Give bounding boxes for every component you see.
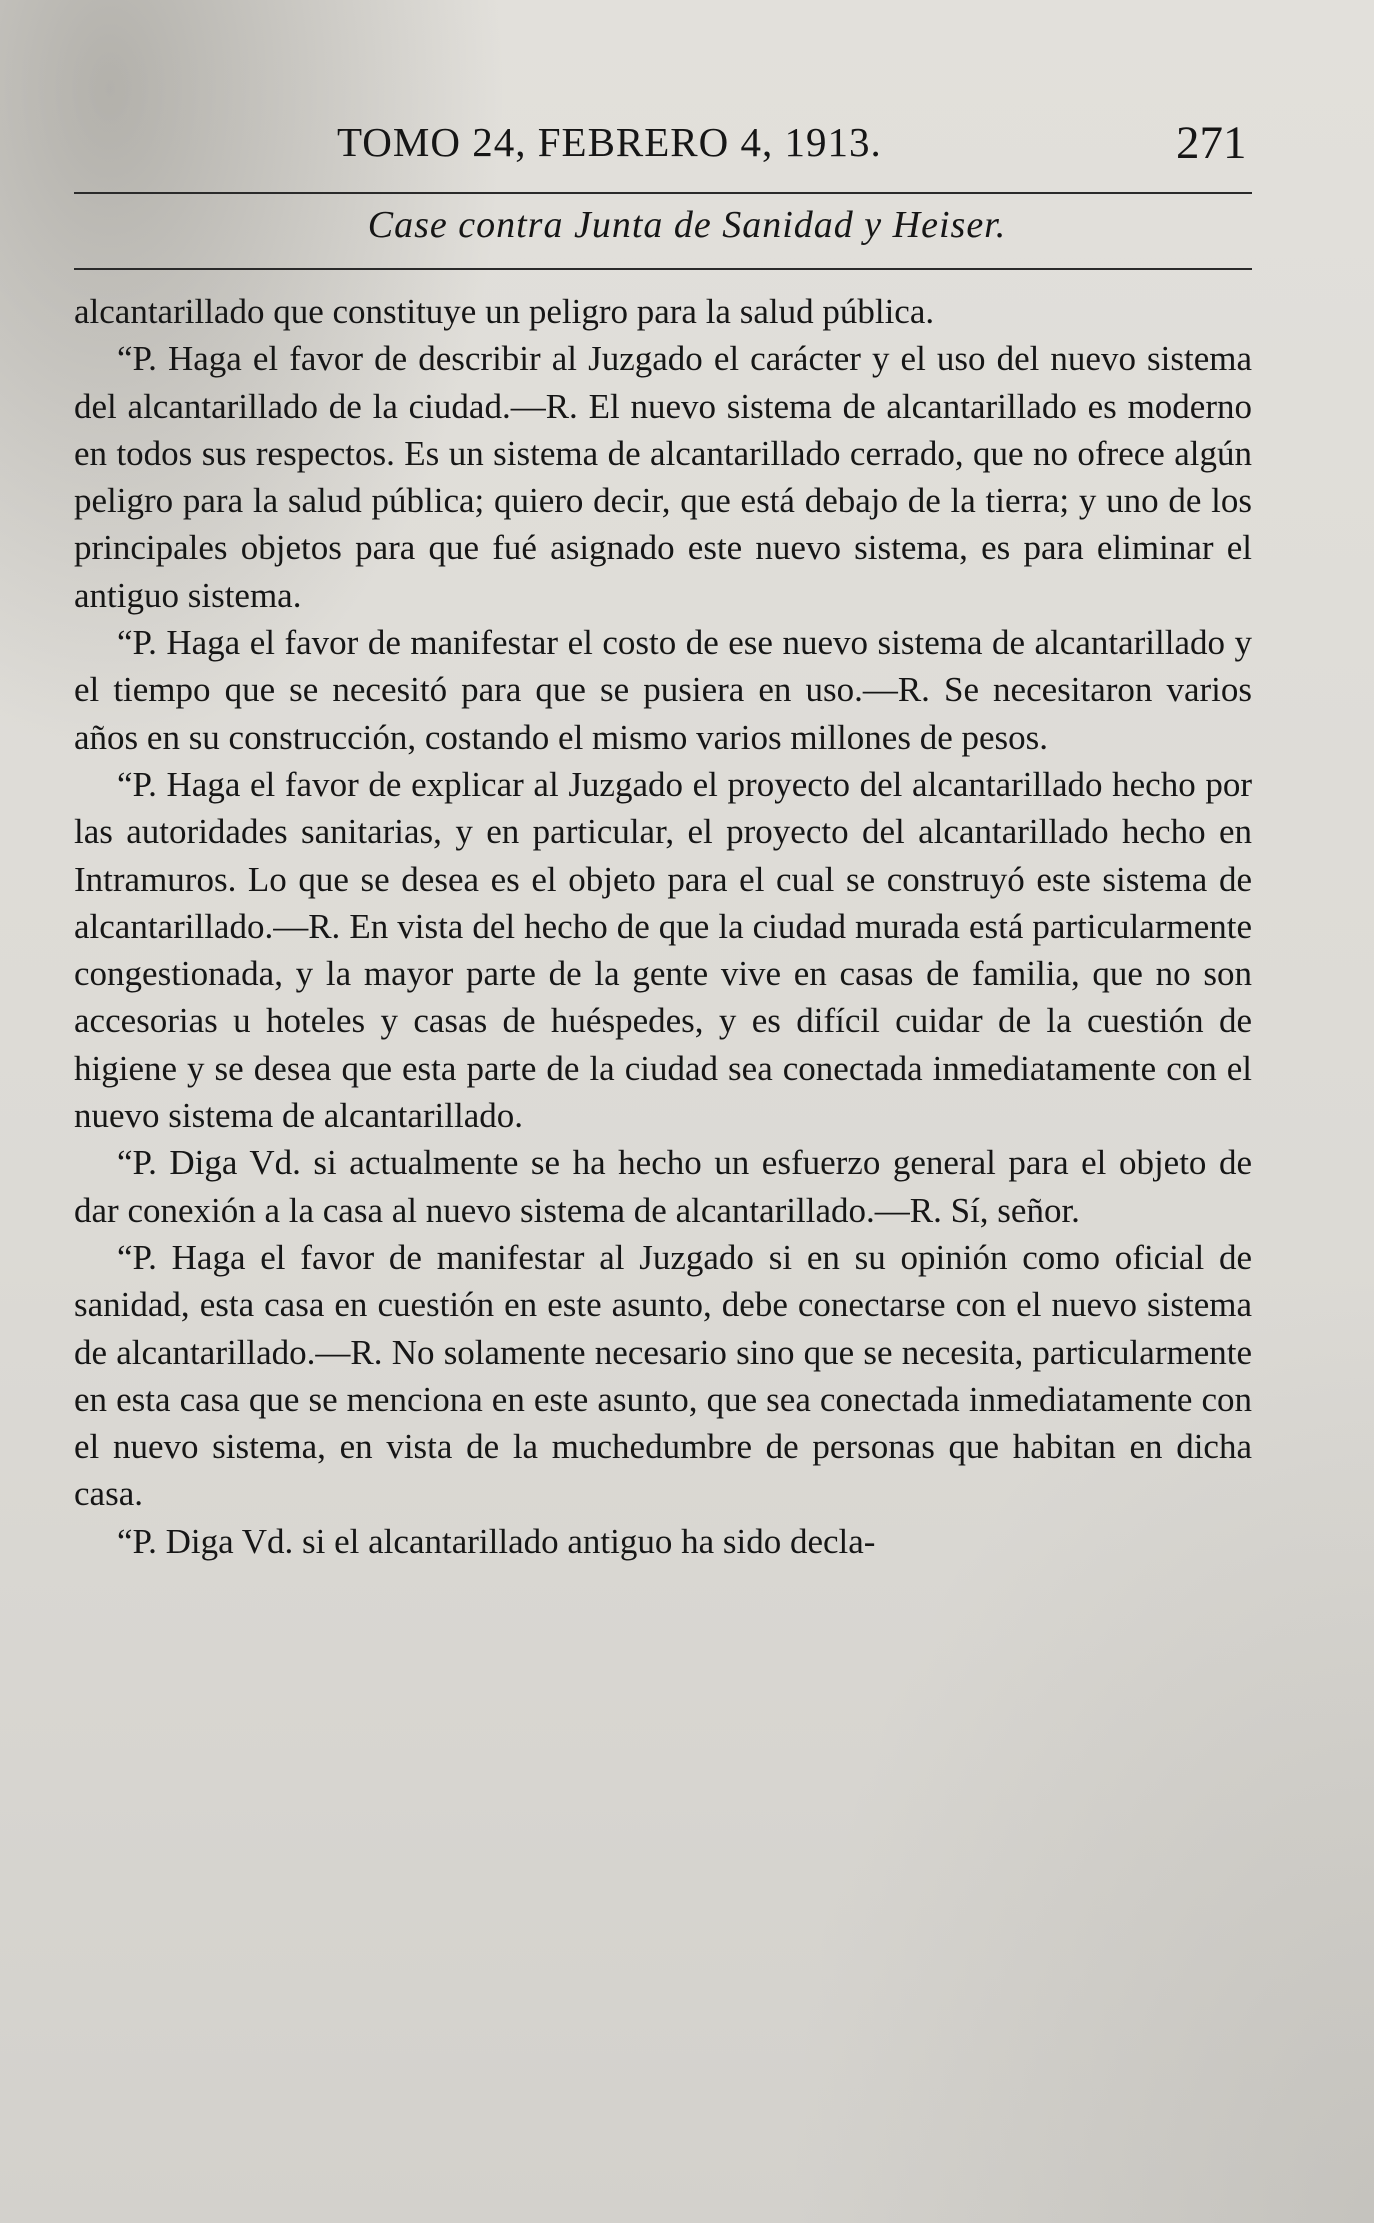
case-title: Case contra Junta de Sanidad y Heiser. [367, 204, 1007, 246]
paragraph: “P. Haga el favor de explicar al Juzgado el proyecto del alcantarillado hecho por las autoridades sanitarias, y en particular, el proyecto del alcantarillado hecho en Intramuros. Lo que se desea es el objeto para el cual se construyó este sistema de alcantarillado.—R. En vista del hecho de que la ciudad murada está particularmente congestionada, y la mayor parte de la gente vive en casas de familia, que no son accesorias u hoteles y casas de huéspedes, y es difícil cuidar de la cuestión de higiene y se desea que esta parte de la ciudad sea conectada inmediatamente con el nuevo sistema de alcantarillado. [74, 764, 1252, 1136]
paragraph-continuation: alcantarillado que constituye un peligro para la salud pública. [74, 292, 935, 331]
body-text [74, 288, 1252, 1565]
paragraph: “P. Diga Vd. si el alcantarillado antiguo ha sido decla- [117, 1521, 876, 1561]
page-number: 271 [1176, 117, 1247, 169]
header-rule-top [74, 192, 1252, 194]
running-title: TOMO 24, FEBRERO 4, 1913. [337, 119, 882, 165]
paragraph: “P. Haga el favor de manifestar el costo de ese nuevo sistema de alcantarillado y el tiempo que se necesitó para que se pusiera en uso.—R. Se necesitaron varios años en su construcción, costando el mismo varios millones de pesos. [74, 623, 1252, 757]
header-rule-bottom [74, 268, 1252, 270]
paragraph: “P. Haga el favor de manifestar al Juzgado si en su opinión como oficial de sanidad, esta casa en cuestión en este asunto, debe conectarse con el nuevo sistema de alcantarillado.—R. No solamente necesario sino que se necesita, particularmente en esta casa que se menciona en este asunto, que sea conectada inmediatamente con el nuevo sistema, en vista de la muchedumbre de personas que habitan en dicha casa. [74, 1237, 1252, 1514]
paragraph: “P. Haga el favor de describir al Juzgado el carácter y el uso del nuevo sistema del alcantarillado de la ciudad.—R. El nuevo sistema de alcantarillado es moderno en todos sus respectos. Es un sistema de alcantarillado cerrado, que no ofrece algún peligro para la salud pública; quiero decir, que está debajo de la tierra; y uno de los principales objetos para que fué asignado este nuevo sistema, es para eliminar el antiguo sistema. [74, 339, 1252, 615]
running-head [0, 118, 1374, 178]
paragraph: “P. Diga Vd. si actualmente se ha hecho un esfuerzo general para el objeto de dar conexión a la casa al nuevo sistema de alcantarillado.—R. Sí, señor. [74, 1143, 1252, 1230]
